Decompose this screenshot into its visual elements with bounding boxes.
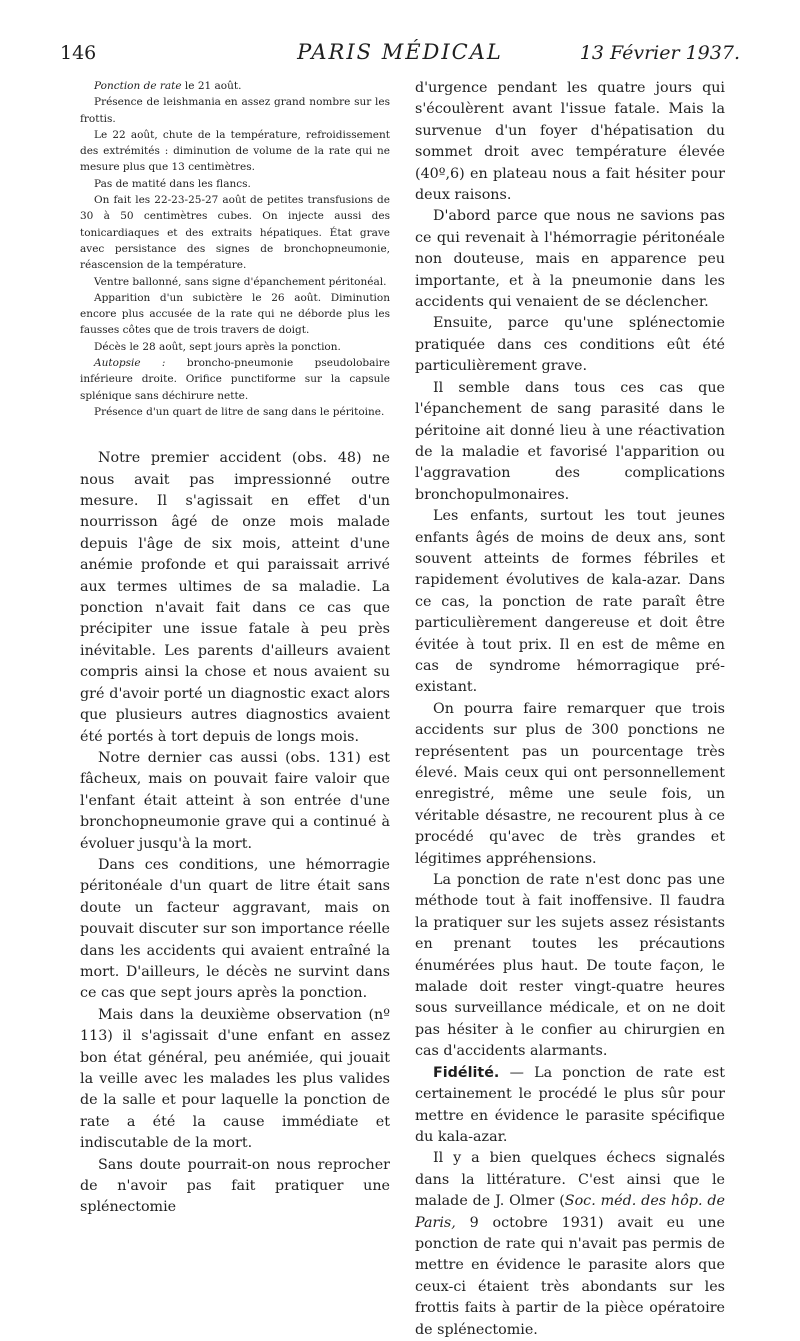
case-line: Présence d'un quart de litre de sang dans le péritoine. xyxy=(94,405,385,418)
paragraph: Notre premier accident (obs. 48) ne nous avait pas impressionné outre mesure. Il s'agissait en effet d'un nourrisson âgé de onze mois malade depuis l'âge de six mois, atteint d'une anémie profonde et qui paraissait arrivé aux termes ultimes de sa maladie. La ponction n'avait fait dans ce cas que précipiter une issue fatale à peu près inévitable. Les parents d'ailleurs avaient compris ainsi la chose et nous avaient su gré d'avoir porté un diagnostic exact alors que plusieurs autres diagnostics avaient été portés à tort depuis de longs mois. xyxy=(80,450,390,745)
paragraph: Les enfants, surtout les tout jeunes enfants âgés de moins de deux ans, sont souvent atteints de formes fébriles et rapidement évolutives de kala-azar. Dans ce cas, la ponction de rate paraît être particulièrement dangereuse et doit être évitée à tout prix. Il en est de même en cas de syndrome hémorragique pré-existant. xyxy=(415,508,725,696)
page-header xyxy=(60,42,740,72)
paragraph: d'urgence pendant les quatre jours qui s'écoulèrent avant l'issue fatale. Mais la survenue d'un foyer d'hépatisation du sommet droit avec température élevée (40º,6) en plateau nous a fait hésiter pour deux raisons. xyxy=(415,80,725,204)
section-heading: Fidélité. xyxy=(433,1064,500,1081)
journal-title: PARIS MÉDICAL xyxy=(297,40,503,64)
paragraph: Ensuite, parce qu'une splénectomie pratiquée dans ces conditions eût été particulièrement grave. xyxy=(415,315,725,375)
case-line: Autopsie : broncho-pneumonie pseudolobaire inférieure droite. Orifice punctiforme sur la capsule splénique sans déchirure nette. xyxy=(80,357,391,402)
paragraph: Dans ces conditions, une hémorragie péritonéale d'un quart de litre était sans doute un facteur aggravant, mais on pouvait discuter sur son importance réelle dans les accidents qui avaient entraîné la mort. D'ailleurs, le décès ne survint dans ce cas que sept jours après la ponction. xyxy=(80,856,390,1002)
paragraph: Notre dernier cas aussi (obs. 131) est fâcheux, mais on pouvait faire valoir que l'enfant était atteint à son entrée d'une bronchopneumonie grave qui a continué à évoluer jusqu'à la mort. xyxy=(80,749,390,852)
case-line: On fait les 22-23-25-27 août de petites transfusions de 30 à 50 centimètres cubes. On injecte aussi des tonicardiaques et des extraits hépatiques. État grave avec persistance des signes de bronchopneumonie, réascension de la température. xyxy=(80,194,390,272)
paragraph: Il y a bien quelques échecs signalés dans la littérature. C'est ainsi que le malade de J. Olmer (Soc. méd. des hôp. de Paris, 9 octobre 1931) avait eu une ponction de rate qui n'avait pas permis de mettre en évidence le parasite alors que ceux-ci étaient très abondants sur les frottis faits à partir de la pièce opératoire de splénectomie. xyxy=(415,1150,725,1338)
case-line: Apparition d'un subictère le 26 août. Diminution encore plus accusée de la rate qui ne déborde plus les fausses côtes que de trois travers de doigt. xyxy=(80,291,390,337)
case-line: Décès le 28 août, sept jours après la ponction. xyxy=(94,340,341,353)
left-column xyxy=(80,78,390,1219)
paragraph: La ponction de rate n'est donc pas une méthode tout à fait inoffensive. Il faudra la pratiquer sur les sujets assez résistants en prenant toutes les précautions énumérées plus haut. De toute façon, le malade doit rester vingt-quatre heures sous surveillance médicale, et on ne doit pas hésiter à le confier au chirurgien en cas d'accidents alarmants. xyxy=(415,872,725,1060)
right-body-text xyxy=(415,78,725,1341)
paragraph: Il semble dans tous ces cas que l'épanchement de sang parasité dans le péritoine ait donné lieu à une réactivation de la maladie et favorisé l'apparition ou l'aggravation des complications bronchopulmonaires. xyxy=(415,379,725,503)
issue-date: 13 Février 1937. xyxy=(579,42,740,64)
case-line: Ventre ballonné, sans signe d'épanchement péritonéal. xyxy=(94,275,387,288)
paragraph: Sans doute pourrait-on nous reprocher de n'avoir pas fait pratiquer une splénectomie xyxy=(80,1156,390,1216)
case-line: Le 22 août, chute de la température, refroidissement des extrémités : diminution de volume de la rate qui ne mesure plus que 13 centimètres. xyxy=(80,128,390,174)
case-line: Ponction de rate le 21 août. xyxy=(94,80,242,92)
case-line: Pas de matité dans les flancs. xyxy=(94,177,251,190)
right-column xyxy=(415,78,725,1341)
case-line: Présence de leishmania en assez grand nombre sur les frottis. xyxy=(80,96,390,125)
paragraph: Mais dans la deuxième observation (nº 113) il s'agissait d'une enfant en assez bon état général, peu anémiée, qui jouait la veille avec les malades les plus valides de la salle et pour laquelle la ponction de rate a été la cause immédiate et indiscutable de la mort. xyxy=(80,1006,390,1152)
citation: Soc. méd. des hôp. de Paris, xyxy=(415,1193,725,1231)
paragraph: On pourra faire remarquer que trois accidents sur plus de 300 ponctions ne représentent pas un pourcentage très élevé. Mais ceux qui ont personnellement enregistré, même une seule fois, un véritable désastre, ne recourent plus à ce procédé qu'avec de très grandes et légitimes appréhensions. xyxy=(415,700,725,867)
paragraph: Fidélité. — La ponction de rate est certainement le procédé le plus sûr pour mettre en évidence le parasite spécifique du kala-azar. xyxy=(415,1064,725,1145)
left-body-text xyxy=(80,448,390,1219)
case-report xyxy=(80,78,390,420)
paragraph: D'abord parce que nous ne savions pas ce qui revenait à l'hémorragie péritonéale non douteuse, mais en apparence peu importante, et à la pneumonie dans les accidents qui venaient de se déclencher. xyxy=(415,208,725,311)
page-number: 146 xyxy=(60,42,97,64)
